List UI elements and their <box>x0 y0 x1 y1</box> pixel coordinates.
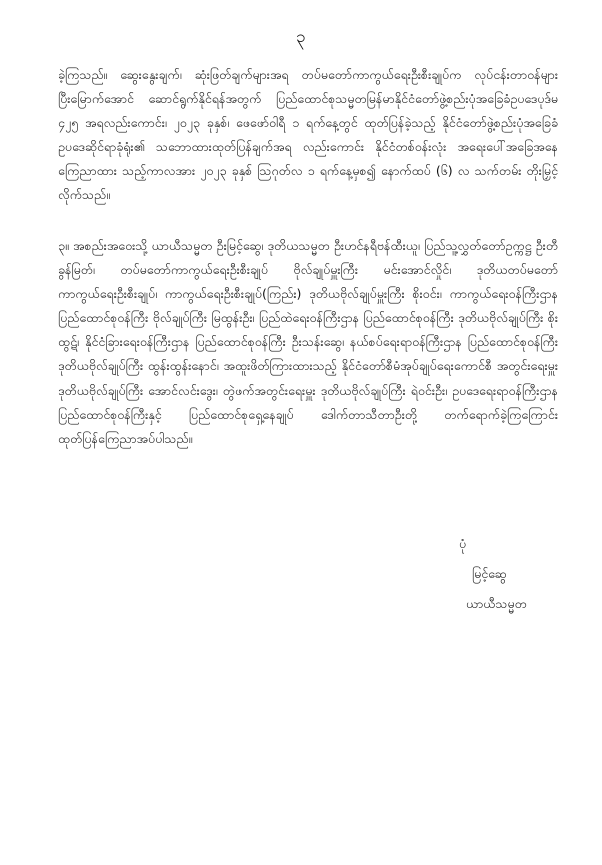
paragraph-2: ၃။ အစည်းအဝေးသို့ ယာယီသမ္မတ ဦးမြင့်ဆွေ၊ ဒုတိယသမ္မတ ဦးဟင်နရီဗန်ထီးယူ၊ ပြည်သူ့လွှတ်တော်ဥက္ကဋ္ဌ ဦးတီခွန်မြတ်၊ တပ်မတော်ကာကွယ်ရေးဦးစီးချုပ် ဗိုလ်ချုပ်မှူးကြီး မင်းအောင်လှိုင်၊ ဒုတိယတပ်မတော်ကာကွယ်ရေးဦးစီးချုပ်၊ ကာကွယ်ရေးဦးစီးချုပ်(ကြည်း) ဒုတိယဗိုလ်ချုပ်မှူးကြီး စိုးဝင်း၊ ကာကွယ်ရေးဝန်ကြီးဌာန ပြည်ထောင်စုဝန်ကြီး ဗိုလ်ချုပ်ကြီး မြထွန်းဦး၊ ပြည်ထဲရေးဝန်ကြီးဌာန ပြည်ထောင်စုဝန်ကြီး ဒုတိယဗိုလ်ချုပ်ကြီး စိုးထွဋ်၊ နိုင်ငံခြားရေးဝန်ကြီးဌာန ပြည်ထောင်စုဝန်ကြီး ဦးသန်းဆွေ၊ နယ်စပ်ရေးရာဝန်ကြီးဌာန ပြည်ထောင်စုဝန်ကြီး ဒုတိယဗိုလ်ချုပ်ကြီး ထွန်းထွန်းနောင်၊ အထူးဖိတ်ကြားထားသည့် နိုင်ငံတော်စီမံအုပ်ချုပ်ရေးကောင်စီ အတွင်းရေးမှူး ဒုတိယဗိုလ်ချုပ်ကြီး အောင်လင်းဒွေး၊ တွဲဖက်အတွင်းရေးမှူး ဒုတိယဗိုလ်ချုပ်ကြီး ရဲဝင်းဦး၊ ဥပဒေရေးရာဝန်ကြီးဌာန ပြည်ထောင်စုဝန်ကြီးနှင့် ပြည်ထောင်စုရှေ့နေချုပ် ဒေါက်တာသီတာဦးတို့ တက်ရောက်ခဲ့ကြကြောင်း ထုတ်ပြန်ကြေညာအပ်ပါသည်။ <box>58 238 558 446</box>
page-number: ၃ <box>296 27 306 47</box>
signatory-title: ယာယီသမ္မတ <box>466 596 527 611</box>
paragraph-1: ခဲ့ကြသည်။ ဆွေးနွေးချက်၊ ဆုံးဖြတ်ချက်များအရ တပ်မတော်ကာကွယ်ရေးဦးစီးချုပ်က လုပ်ငန်းတာဝန်များပြီးမြောက်အောင် ဆောင်ရွက်နိုင်ရန်အတွက် ပြည်ထောင်စုသမ္မတမြန်မာနိုင်ငံတော်ဖွဲ့စည်းပုံအခြေခံဥပဒေပုဒ်မ ၄၂၅ အရလည်းကောင်း၊ ၂၀၂၃ ခုနှစ်၊ ဖေဖော်ဝါရီ ၁ ရက်နေ့တွင် ထုတ်ပြန်ခဲ့သည့် နိုင်ငံတော်ဖွဲ့စည်းပုံအခြေခံ ဥပဒေဆိုင်ရာခုံရုံး၏ သဘောထားထုတ်ပြန်ချက်အရ လည်းကောင်း နိုင်ငံတစ်ဝန်းလုံး အရေးပေါ်အခြေအနေကြေညာထား သည့်ကာလအား ၂၀၂၃ ခုနှစ် ဩဂုတ်လ ၁ ရက်နေ့မှစ၍ နောက်ထပ် (၆) လ သက်တမ်း တိုးမြှင့်လိုက်သည်။ <box>58 67 558 203</box>
signature-mark: ပုံ <box>459 536 467 551</box>
signatory-name: မြင့်ဆွေ <box>472 566 507 581</box>
